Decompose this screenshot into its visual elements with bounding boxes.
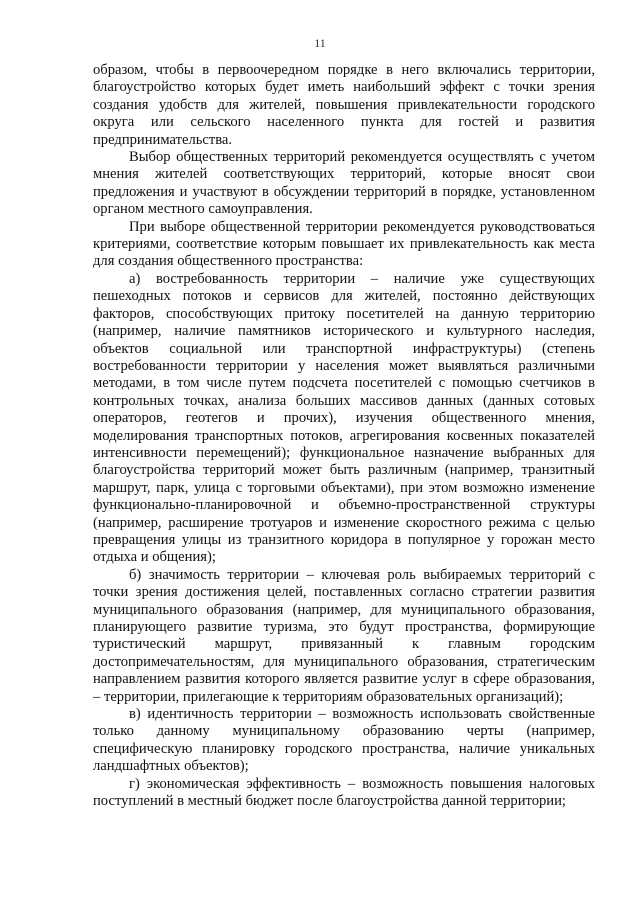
criterion-d-economic-efficiency: г) экономическая эффективность – возможность повышения налоговых поступлений в местный бюджет после благоустройства данной территории; <box>93 775 595 810</box>
criterion-a-demand: а) востребованность территории – наличие уже существующих пешеходных потоков и сервисов для жителей, постоянно действующих факторов, способствующих притоку посетителей на данную территорию (например, наличие памятников исторического и культурного наследия, объектов социальной или транспортной инфраструктуры) (степень востребованности территории у населения может выявляться различными методами, в том числе путем подсчета посетителей с помощью счетчиков в контрольных точках, анализа больших массивов данных (данных сотовых операторов, геотегов и прочих), изучения общественного мнения, моделирования транспортных потоков, агрегирования косвенных показателей интенсивности перемещений); функциональное назначение выбранных для благоустройства территорий может быть различным (например, транзитный маршрут, парк, улица с торговыми объектами), при этом возможно изменение функционально-планировочной и объемно-пространственной структуры (например, расширение тротуаров и изменение скоростного режима с целью превращения улицы из транзитного коридора в популярное у горожан место отдыха и общения); <box>93 270 595 566</box>
page-number: 11 <box>314 36 326 50</box>
paragraph-continuation: образом, чтобы в первоочередном порядке в него включались территории, благоустройство которых будет иметь наибольший эффект с точки зрения создания удобств для жителей, повышения привлекательности городского округа или сельского населенного пункта для гостей и развития предпринимательства. <box>93 62 595 148</box>
criterion-c-identity: в) идентичность территории – возможность использовать свойственные только данному муниципальному образованию черты (например, специфическую планировку городского пространства, наличие уникальных ландшафтных объектов); <box>93 706 595 775</box>
paragraph-selection-of-territories: Выбор общественных территорий рекомендуется осуществлять с учетом мнения жителей соответствующих территорий, которые вносят свои предложения и участвуют в обсуждении территорий в порядке, установленном органом местного самоуправления. <box>93 149 595 218</box>
criterion-b-significance: б) значимость территории – ключевая роль выбираемых территорий с точки зрения достижения целей, поставленных согласно стратегии развития муниципального образования (например, для муниципального образования, планирующего развитие туризма, это будут пространства, формирующие туристический маршрут, привязанный к главным городским достопримечательностям, для муниципального образования, стратегическим направлением развития которого является развитие услуг в сфере образования, – территории, прилегающие к территориям образовательных организаций); <box>93 566 595 705</box>
paragraph-selection-criteria-intro: При выборе общественной территории рекомендуется руководствоваться критериями, соответствие которым повышает их привлекательность как места для создания общественного пространства: <box>93 218 595 270</box>
document-body <box>93 62 595 810</box>
